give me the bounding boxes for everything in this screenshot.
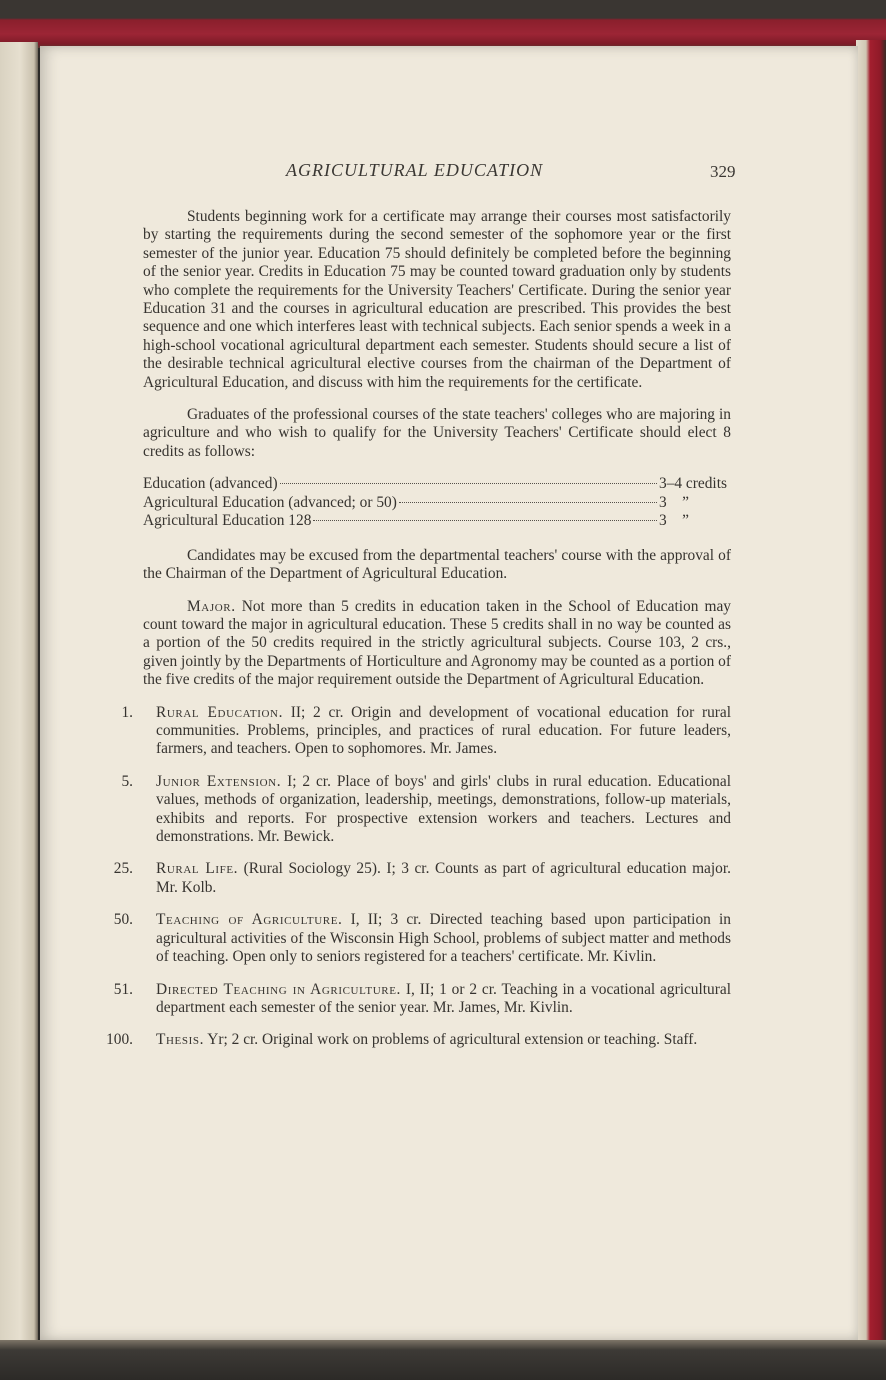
course-description: I, II; 3 cr. Directed teaching based upon participation in agricultural activities of the Wisconsin High School, problems of subject matter and methods of teaching. Open only to seniors registered for a teachers' certificate. Mr. Kivlin. <box>156 911 731 966</box>
credit-name: Agricultural Education (advanced; or 50) <box>143 493 397 511</box>
book-shadow-bottom <box>0 1340 886 1380</box>
course-number: 100. <box>106 1031 133 1049</box>
book-binding-top <box>0 0 886 48</box>
leader-dots <box>399 502 657 503</box>
page-body <box>106 208 731 1050</box>
course-number: 50. <box>113 911 133 929</box>
major-label: Major. <box>187 597 236 615</box>
course-number: 1. <box>121 703 133 721</box>
facing-page-edge <box>0 42 38 1342</box>
major-paragraph <box>143 598 731 690</box>
course-title: Directed Teaching in Agriculture. <box>156 980 401 998</box>
course-description: I; 2 cr. Place of boys' and girls' clubs in rural education. Educational values, methods of organization, leadership, meetings, demonstrations, follow-up materials, exhibits and reports. For prospective extension workers and teachers. Lectures and demonstrations. Mr. Bewick. <box>156 772 731 846</box>
credit-name: Agricultural Education 128 <box>143 512 312 530</box>
course-number: 5. <box>121 772 133 790</box>
course-number: 25. <box>113 860 133 878</box>
candidates-paragraph: Candidates may be excused from the departmental teachers' course with the approval of the Chairman of the Department of Agricultural Education. <box>143 546 731 583</box>
credit-value: 3 ” <box>659 512 689 530</box>
course-title: Junior Extension. <box>156 772 282 790</box>
book-page <box>40 46 858 1340</box>
credit-value: 3 ” <box>659 493 689 511</box>
course-entry <box>113 911 731 966</box>
credit-row <box>143 512 731 531</box>
book-binding-right <box>856 40 886 1360</box>
course-title: Rural Education. <box>156 703 284 721</box>
course-entry <box>121 772 731 847</box>
course-description: II; 2 cr. Origin and development of vocational education for rural communities. Problems, principles, and practices of rural education. For future leaders, farmers, and teachers. Open to sophomores. Mr. James. <box>156 703 731 758</box>
leader-dots <box>313 520 657 521</box>
credit-value: 3–4 credits <box>659 475 727 493</box>
credit-name: Education (advanced) <box>143 475 278 493</box>
course-title: Thesis. <box>156 1031 205 1049</box>
credit-row <box>143 475 731 494</box>
course-description: Yr; 2 cr. Original work on problems of agricultural extension or teaching. Staff. <box>207 1031 698 1049</box>
course-entry <box>121 703 731 759</box>
course-number: 51. <box>113 980 133 998</box>
course-entry <box>106 1031 731 1049</box>
leader-dots <box>280 483 657 484</box>
running-head: AGRICULTURAL EDUCATION <box>286 160 544 180</box>
course-entry <box>113 860 731 897</box>
intro-paragraph: Students beginning work for a certificate may arrange their courses most satisfactorily by starting the requirements during the second semester of the sophomore year or the first semester of the junior year. Education 75 should definitely be completed before the beginning of the senior year. Credits in Education 75 may be counted toward graduation only by students who complete the requirements for the University Teachers' Certificate. During the senior year Education 31 and the courses in agricultural education are prescribed. This provides the best sequence and one which interferes least with technical subjects. Each senior spends a week in a high-school vocational agricultural department each semester. Students should secure a list of the desirable technical agricultural elective courses from the chairman of the Department of Agricultural Education, and discuss with him the requirements for the certificate. <box>143 208 731 391</box>
course-description: (Rural Sociology 25). I; 3 cr. Counts as part of agricultural education major. Mr. Kolb. <box>156 860 731 896</box>
graduates-paragraph: Graduates of the professional courses of the state teachers' colleges who are majoring in agriculture and who wish to qualify for the University Teachers' Certificate should elect 8 credits as follows: <box>143 406 731 460</box>
page-number: 329 <box>710 162 736 181</box>
credit-table <box>143 475 731 531</box>
major-text: Not more than 5 credits in education taken in the School of Education may count toward the major in agricultural education. These 5 credits shall in no way be counted as a portion of the 50 credits required in the strictly agricultural subjects. Course 103, 2 crs., given jointly by the Departments of Horticulture and Agronomy may be counted as a portion of the five credits of the major requirement outside the Department of Agricultural Education. <box>143 597 731 689</box>
course-title: Teaching of Agriculture. <box>156 911 343 929</box>
page-header <box>40 160 858 190</box>
course-description: I, II; 1 or 2 cr. Teaching in a vocational agricultural department each semester of the senior year. Mr. James, Mr. Kivlin. <box>156 980 731 1016</box>
credit-row <box>143 494 731 513</box>
course-title: Rural Life. <box>156 860 239 878</box>
course-entry <box>113 980 731 1018</box>
